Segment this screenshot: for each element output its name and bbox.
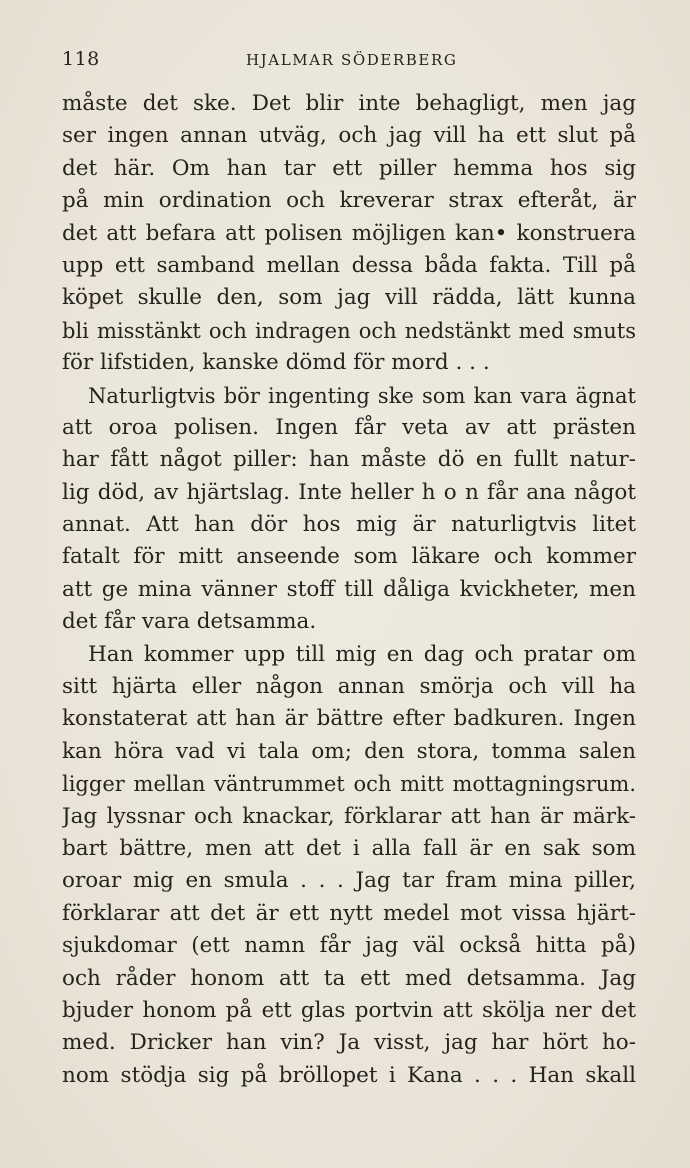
text-line: fatalt för mitt anseende som läkare och kommer (62, 544, 636, 570)
text-line: sitt hjärta eller någon annan smörja och vill ha (62, 674, 636, 700)
text-line: förklarar att det är ett nytt medel mot vissa hjärt- (62, 900, 636, 926)
text-line: upp ett samband mellan dessa båda fakta. Till på (62, 252, 636, 278)
text-line: oroar mig en smula . . . Jag tar fram mina piller, (62, 868, 636, 894)
text-line: Naturligtvis bör ingenting ske som kan vara ägnat (88, 383, 636, 408)
text-line: och råder honom att ta ett med detsamma. Jag (62, 965, 636, 991)
text-line: på min ordination och kreverar strax efteråt, är (62, 188, 636, 214)
paragraph (62, 380, 636, 639)
text-line: Jag lyssnar och knackar, förklarar att han är märk- (62, 803, 636, 829)
page-number: 118 (62, 48, 100, 70)
text-line: det får vara detsamma. (62, 609, 317, 635)
text-line: har fått något piller: han måste dö en fullt natur- (62, 447, 636, 473)
text-line: Han kommer upp till mig en dag och pratar om (88, 641, 636, 667)
body-text (62, 88, 636, 1092)
text-line: bli misstänkt och indragen och nedstänkt med smuts (62, 318, 636, 343)
text-line: med. Dricker han vin? Ja visst, jag har hört ho- (62, 1030, 636, 1056)
text-line: nom stödja sig på bröllopet i Kana . . . Han skall (62, 1062, 636, 1088)
text-line: måste det ske. Det blir inte behagligt, men jag (62, 91, 636, 116)
paragraph (62, 639, 636, 1092)
text-line: köpet skulle den, som jag vill rädda, lätt kunna (62, 285, 636, 311)
text-line: att ge mina vänner stoff till dåliga kvickheter, men (62, 576, 636, 602)
text-line: det här. Om han tar ett piller hemma hos sig (62, 155, 636, 181)
text-line: lig död, av hjärtslag. Inte heller h o n får ana något (62, 479, 636, 505)
paragraph (62, 88, 636, 380)
text-line: att oroa polisen. Ingen får veta av att prästen (62, 414, 636, 440)
running-head (62, 48, 634, 74)
text-line: det att befara att polisen möjligen kan• konstruera (62, 220, 636, 246)
text-line: för lifstiden, kanske dömd för mord . . . (62, 350, 490, 376)
text-line: annat. Att han dör hos mig är naturligtvis litet (62, 512, 636, 538)
text-line: bjuder honom på ett glas portvin att skölja ner det (62, 997, 636, 1023)
text-line: konstaterat att han är bättre efter badkuren. Ingen (62, 706, 636, 732)
running-title: HJALMAR SÖDERBERG (246, 51, 458, 69)
text-line: ligger mellan väntrummet och mitt mottagningsrum. (62, 772, 636, 797)
text-line: kan höra vad vi tala om; den stora, tomma salen (62, 738, 636, 764)
text-line: ser ingen annan utväg, och jag vill ha ett slut på (62, 123, 636, 149)
text-line: sjukdomar (ett namn får jag väl också hitta på) (62, 933, 636, 959)
text-line: bart bättre, men att det i alla fall är en sak som (62, 835, 636, 861)
